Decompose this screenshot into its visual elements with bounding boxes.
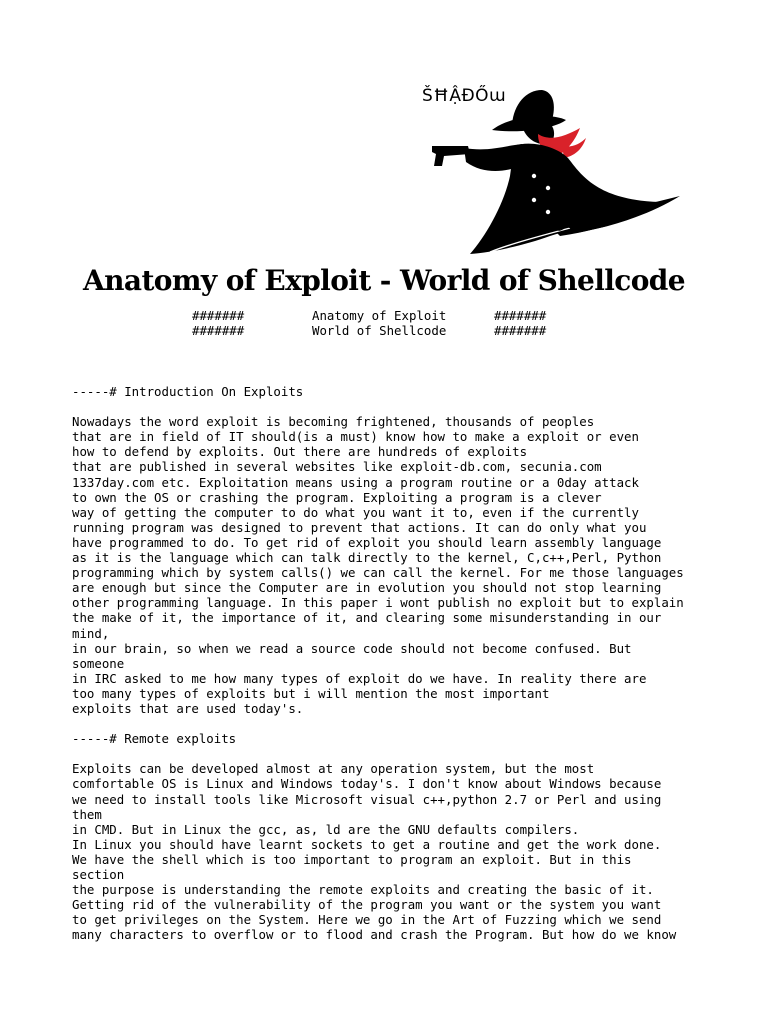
hat-crown	[512, 90, 554, 124]
logo-text: ŠĦẬĐŐɯ	[422, 86, 507, 106]
blank-line	[72, 716, 752, 731]
banner-row	[192, 323, 552, 338]
text-line: the purpose is understanding the remote exploits and creating the basic of it.	[72, 882, 654, 898]
section-heading: -----# Remote exploits	[72, 731, 237, 747]
text-line: section	[72, 867, 125, 882]
section-heading: -----# Introduction On Exploits	[72, 384, 304, 399]
text-line: Exploits can be developed almost at any operation system, but the most	[72, 761, 595, 777]
text-line: how to defend by exploits. Out there are hundreds of exploits	[72, 444, 528, 460]
text-line: Getting rid of the vulnerability of the program you want or the system you want	[72, 897, 662, 913]
text-line: way of getting the computer to do what you want it to, even if the currently	[72, 504, 639, 520]
text-line: In Linux you should have learnt sockets to get a routine and get the work done.	[72, 836, 662, 852]
text-line: 1337day.com etc. Exploitation means using a program routine or a 0day attack	[72, 474, 639, 490]
banner-hashes-left: #######	[192, 308, 245, 323]
text-line: exploits that are used today's.	[72, 700, 304, 716]
header-banner	[192, 308, 552, 338]
text-line: are enough but since the Computer are in evolution you should not stop learning	[72, 580, 662, 596]
banner-hashes-left: #######	[192, 323, 245, 338]
text-line: many characters to overflow or to flood and crash the Program. But how do we know	[72, 927, 677, 943]
banner-label: Anatomy of Exploit	[312, 308, 447, 323]
text-line: mind,	[72, 625, 110, 641]
text-line: comfortable OS is Linux and Windows today's. I don't know about Windows because	[72, 776, 662, 792]
banner-hashes-right: #######	[494, 323, 547, 338]
document-body	[72, 384, 752, 942]
banner-hashes-right: #######	[494, 308, 547, 323]
text-line: the make of it, the importance of it, and clearing some misunderstanding in our	[72, 610, 662, 626]
text-line: someone	[72, 655, 125, 671]
text-line: as it is the language which can talk directly to the kernel, C,c++,Perl, Python	[72, 550, 662, 566]
banner-row	[192, 308, 552, 323]
text-line: in CMD. But in Linux the gcc, as, ld are the GNU defaults compilers.	[72, 821, 580, 837]
banner-label: World of Shellcode	[312, 323, 447, 338]
text-line: too many types of exploits but i will mention the most important	[72, 685, 550, 701]
gunman-illustration	[430, 76, 680, 258]
text-line: to get privileges on the System. Here we go in the Art of Fuzzing which we send	[72, 912, 662, 928]
text-line: We have the shell which is too important to program an exploit. But in this	[72, 851, 632, 867]
text-line: have programmed to do. To get rid of exploit you should learn assembly language	[72, 534, 662, 550]
text-line: programming which by system calls() we can call the kernel. For me those languages	[72, 565, 684, 581]
text-line: other programming language. In this paper i wont publish no exploit but to explain	[72, 595, 684, 611]
text-line: to own the OS or crashing the program. Exploiting a program is a clever	[72, 489, 602, 505]
blank-line	[72, 399, 752, 414]
text-line: in IRC asked to me how many types of exploit do we have. In reality there are	[72, 670, 647, 686]
document-title: Anatomy of Exploit - World of Shellcode	[83, 264, 685, 297]
text-line: running program was designed to prevent that actions. It can do only what you	[72, 519, 647, 535]
text-line: that are published in several websites like exploit-db.com, secunia.com	[72, 459, 602, 475]
text-line: we need to install tools like Microsoft visual c++,python 2.7 or Perl and using	[72, 791, 662, 807]
text-line: that are in field of IT should(is a must) know how to make a exploit or even	[72, 429, 639, 445]
text-line: them	[72, 806, 102, 822]
blank-line	[72, 746, 752, 761]
text-line: Nowadays the word exploit is becoming frightened, thousands of peoples	[72, 414, 595, 430]
text-line: in our brain, so when we read a source code should not become confused. But	[72, 640, 632, 656]
